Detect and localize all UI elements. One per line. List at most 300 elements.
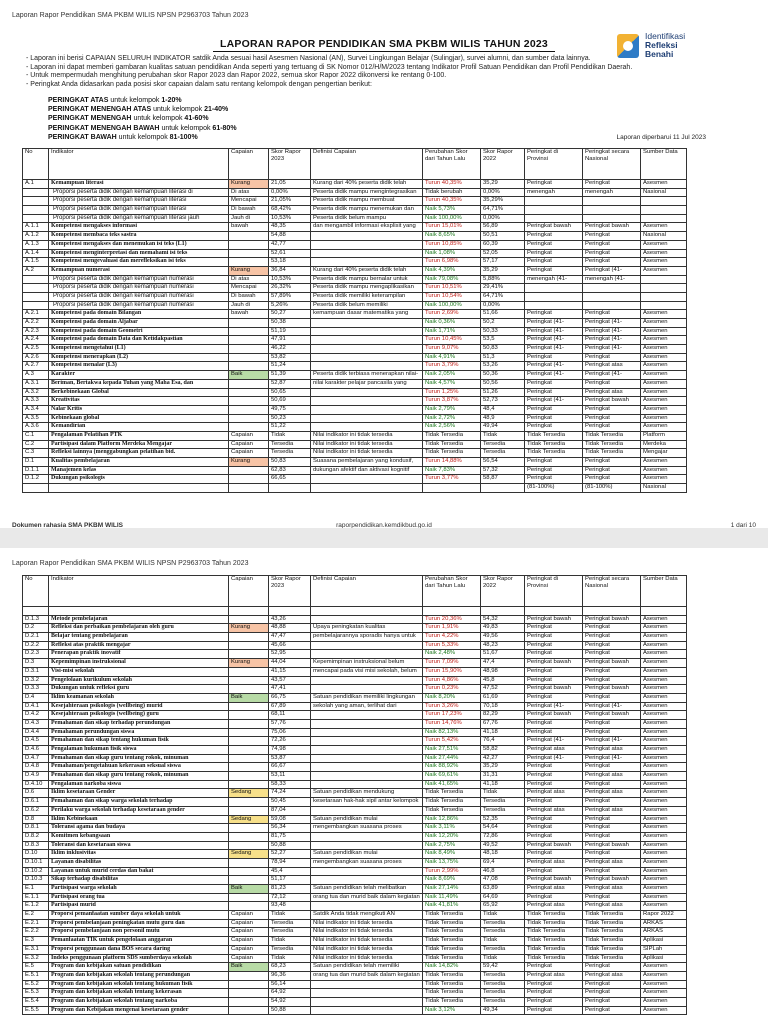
cell-chg: Naik 2,75% — [423, 841, 481, 850]
cell-ind: Manajemen kelas — [49, 466, 229, 475]
cell-nas: Peringkat — [583, 989, 641, 998]
cell-ind: Iklim kesetaraan Gender — [49, 789, 229, 798]
cell-no: E.5.4 — [23, 997, 49, 1006]
cell-prov: Peringkat atas — [525, 971, 583, 980]
cell-chg: Tidak Tersedia — [423, 789, 481, 798]
cell-src: Asesmen — [641, 327, 687, 336]
cell-ind: Belajar tentang pembelajaran — [49, 633, 229, 642]
cell-src: Asesmen — [641, 997, 687, 1006]
cell-no: D.4.2 — [23, 711, 49, 720]
cell-def: Nilai indikator ini tidak tersedia — [311, 431, 423, 440]
cell-nas: Peringkat (41- — [583, 319, 641, 328]
cell-chg: Turun 3,77% — [423, 475, 481, 484]
cell-def — [311, 405, 423, 414]
cell-cap — [229, 353, 269, 362]
cell-s23: 62,83 — [269, 466, 311, 475]
cell-prov: Peringkat — [525, 650, 583, 659]
cell-cap: Capaian — [229, 440, 269, 449]
cell-nas: Peringkat — [583, 475, 641, 484]
cell-ind: Kebinekaan global — [49, 414, 229, 423]
cell-ind: Dukungan psikologis — [49, 475, 229, 484]
cell-ind: Pemanfaatan TIK untuk pengelolaan anggaran — [49, 937, 229, 946]
cell-src: Asesmen — [641, 319, 687, 328]
cell-no: A.2.2 — [23, 319, 49, 328]
cell-def — [311, 676, 423, 685]
cell-s22: 53,26 — [481, 362, 525, 371]
cell-def: Nilai indikator ini tidak tersedia — [311, 937, 423, 946]
cell-s23: 10,53% — [269, 214, 311, 223]
table-row — [23, 945, 687, 954]
cell-chg: Turun 5,33% — [423, 641, 481, 650]
ranking-levels — [48, 96, 237, 142]
running-header: Laporan Rapor Pendidikan SMA PKBM WILIS NPSN P2963703 Tahun 2023 — [12, 12, 249, 19]
cell-cap: Capaian — [229, 954, 269, 963]
cell-def — [311, 772, 423, 781]
cell-nas: Peringkat bawah — [583, 397, 641, 406]
cell-def: Nilai indikator ini tidak tersedia — [311, 919, 423, 928]
table-row — [23, 676, 687, 685]
col-definisi: Definisi Capaian — [311, 149, 423, 180]
cell-prov: Peringkat — [525, 676, 583, 685]
cell-s23: 87,04 — [269, 806, 311, 815]
cell-no: D.2.3 — [23, 650, 49, 659]
cell-ind: Proporsi pembelanjaan peningkatan mutu guru dan — [49, 919, 229, 928]
cell-no: E.5.2 — [23, 980, 49, 989]
table-row — [23, 963, 687, 972]
table-row — [23, 624, 687, 633]
col-indikator: Indikator — [49, 576, 229, 607]
cell-src: Asesmen — [641, 858, 687, 867]
cell-def — [311, 240, 423, 249]
cell-nas: Peringkat — [583, 379, 641, 388]
col-nasional: Peringkat secara Nasional — [583, 149, 641, 180]
cell-cap — [229, 737, 269, 746]
cell-src: Asesmen — [641, 379, 687, 388]
table-row — [23, 659, 687, 668]
cell-s22: Tidak — [481, 431, 525, 440]
cell-s22: 35,29 — [481, 180, 525, 189]
cell-src: Asesmen — [641, 815, 687, 824]
cell-no: D.10.2 — [23, 867, 49, 876]
cell-chg: Turun 1,91% — [423, 624, 481, 633]
cell-prov: Peringkat — [525, 997, 583, 1006]
cell-chg: Naik 13,75% — [423, 858, 481, 867]
cell-src: Asesmen — [641, 728, 687, 737]
note-1: - Laporan ini berisi CAPAIAN SELURUH INDIKATOR satdik Anda sesuai hasil Asesmen Nasional (AN), Survei Lingkungan Belajar (Sulingjar), survei alumni, dan sumber data lainnya. — [26, 55, 591, 62]
cell-cap: bawah — [229, 223, 269, 232]
cell-nas: Peringkat — [583, 963, 641, 972]
cell-no: D.8.1 — [23, 824, 49, 833]
cell-src — [641, 197, 687, 206]
cell-chg: Naik 2,05% — [423, 371, 481, 380]
cell-s23: 45,4 — [269, 867, 311, 876]
cell-cap — [229, 685, 269, 694]
cell-ind: Layanan untuk murid cerdas dan bakat — [49, 867, 229, 876]
cell-ind: Program dan kebijakan sekolah tentang hukuman fisik — [49, 980, 229, 989]
cell-chg: Naik 4,39% — [423, 266, 481, 275]
cell-s23: 78,94 — [269, 858, 311, 867]
table-row — [23, 997, 687, 1006]
cell-chg: Naik 100,00% — [423, 214, 481, 223]
cell-prov: Peringkat bawah — [525, 223, 583, 232]
cell-cap: Baik — [229, 963, 269, 972]
cell-cap: Di atas — [229, 188, 269, 197]
cell-s23: 67,89 — [269, 702, 311, 711]
cell-no: D.1.1 — [23, 466, 49, 475]
cell-s22: 63,89 — [481, 885, 525, 894]
table-row — [23, 362, 687, 371]
cell-ind: Pemahaman dan sikap tentang hukuman fisik — [49, 737, 229, 746]
cell-nas: Tidak Tersedia — [583, 919, 641, 928]
table-row — [23, 754, 687, 763]
cell-nas: Tidak Tersedia — [583, 945, 641, 954]
cell-no: A.3.3 — [23, 397, 49, 406]
cell-ind: Berkebinekaan Global — [49, 388, 229, 397]
cell-prov: Tidak Tersedia — [525, 911, 583, 920]
table-body-page-1 — [23, 180, 687, 493]
cell-cap — [229, 258, 269, 267]
cell-cap: Capaian — [229, 945, 269, 954]
cell-prov: Peringkat (41- — [525, 737, 583, 746]
cell-nas: Peringkat (41- — [583, 737, 641, 746]
cell-nas: Peringkat (41- — [583, 754, 641, 763]
table-body-page-2 — [23, 607, 687, 1015]
cell-prov: Peringkat — [525, 423, 583, 432]
cell-s22: Tersedia — [481, 440, 525, 449]
col-no: No — [23, 576, 49, 607]
cell-prov: Peringkat — [525, 824, 583, 833]
cell-src: Asesmen — [641, 336, 687, 345]
cell-def — [311, 475, 423, 484]
cell-ind: Proporsi peserta didik dengan kemampuan literasi — [49, 206, 229, 215]
cell-prov — [525, 284, 583, 293]
cell-no: D.1 — [23, 458, 49, 467]
cell-prov-tail: (81-100%) — [525, 484, 583, 493]
cell-ind: Kompetensi menerapkan (L2) — [49, 353, 229, 362]
cell-cap — [229, 893, 269, 902]
cell-no: E.3 — [23, 937, 49, 946]
cell-def — [311, 902, 423, 911]
cell-nas: Peringkat — [583, 423, 641, 432]
cell-src: Asesmen — [641, 266, 687, 275]
cell-s23: 50,27 — [269, 310, 311, 319]
cell-prov: Peringkat bawah — [525, 615, 583, 624]
cell-src: Asesmen — [641, 772, 687, 781]
cell-ind: Dukungan untuk refleksi guru — [49, 685, 229, 694]
cell-src: Mengajar — [641, 449, 687, 458]
logo-line-3: Benahi — [645, 49, 674, 60]
cell-s22: Tidak — [481, 954, 525, 963]
cell-cap: Kurang — [229, 659, 269, 668]
cell-ind: Refleksi atas praktik mengajar — [49, 641, 229, 650]
cell-nas — [583, 197, 641, 206]
cell-chg: Tidak Tersedia — [423, 449, 481, 458]
cell-chg: Turun 40,35% — [423, 180, 481, 189]
cell-s22: 51,67 — [481, 650, 525, 659]
cell-prov: Peringkat bawah — [525, 659, 583, 668]
cell-s22: 51,3 — [481, 353, 525, 362]
cell-s22: 49,34 — [481, 1006, 525, 1015]
cell-nas: Peringkat — [583, 798, 641, 807]
cell-prov: Peringkat atas — [525, 885, 583, 894]
cell-no: E.5.1 — [23, 971, 49, 980]
cell-chg: Naik 27,44% — [423, 754, 481, 763]
cell-s23: 41,15 — [269, 667, 311, 676]
cell-def — [311, 780, 423, 789]
cell-cap: Jauh di — [229, 214, 269, 223]
cell-no: A.2 — [23, 266, 49, 275]
cell-def: Nilai indikator ini tidak tersedia — [311, 449, 423, 458]
cell-ind: Proporsi pembelanjaan non personil mutu — [49, 928, 229, 937]
cell-ind: Refleksi lainnya (menggabungkan pelatihan bid. — [49, 449, 229, 458]
cell-ind: Proporsi penggunaan dana BOS secara daring — [49, 945, 229, 954]
cell-no: A.3.1 — [23, 379, 49, 388]
cell-ind: Kompetensi pada domain Aljabar — [49, 319, 229, 328]
cell-chg: Turun 6,98% — [423, 258, 481, 267]
cell-s22: 64,69 — [481, 893, 525, 902]
cell-src: Asesmen — [641, 371, 687, 380]
col-definisi: Definisi Capaian — [311, 576, 423, 607]
cell-nas — [583, 214, 641, 223]
cell-prov: Peringkat — [525, 1006, 583, 1015]
footer-left: Dokumen rahasia SMA PKBM WILIS — [12, 522, 123, 528]
cell-prov: Peringkat — [525, 980, 583, 989]
cell-def — [311, 650, 423, 659]
cell-src: Asesmen — [641, 388, 687, 397]
cell-nas: Tidak Tersedia — [583, 440, 641, 449]
cell-chg: Tidak Tersedia — [423, 911, 481, 920]
cell-def — [311, 989, 423, 998]
cell-s23: 68,11 — [269, 711, 311, 720]
cell-ind: Partisipasi dalam Platform Merdeka Mengajar — [49, 440, 229, 449]
cell-src: Asesmen — [641, 737, 687, 746]
cell-s23: 74,98 — [269, 746, 311, 755]
cell-s22: 29,41% — [481, 284, 525, 293]
cell-src: Asesmen — [641, 624, 687, 633]
cell-ind: Iklim Kebinekaan — [49, 815, 229, 824]
cell-no: E.2.2 — [23, 928, 49, 937]
cell-ind: Indeks penggunaan platform SDS sumberdaya sekolah — [49, 954, 229, 963]
cell-s23: 51,39 — [269, 371, 311, 380]
cell-def — [311, 728, 423, 737]
cell-s22: Tersedia — [481, 997, 525, 1006]
cell-ind: Pengalaman hukuman fisik siswa — [49, 746, 229, 755]
cell-chg: Naik 8,65% — [423, 232, 481, 241]
cell-ind: Kompetensi menalar (L3) — [49, 362, 229, 371]
cell-no: A.1.1 — [23, 223, 49, 232]
cell-s22: 51,26 — [481, 388, 525, 397]
cell-chg: Naik 8,49% — [423, 850, 481, 859]
report-title: LAPORAN RAPOR PENDIDIKAN SMA PKBM WILIS TAHUN 2023 — [220, 38, 548, 50]
cell-ind: Toleransi agama dan budaya — [49, 824, 229, 833]
cell-src — [641, 214, 687, 223]
cell-nas: Tidak Tersedia — [583, 911, 641, 920]
cell-ind: Kemampuan literasi — [49, 180, 229, 189]
cell-def: Nilai indikator ini tidak tersedia — [311, 928, 423, 937]
table-row — [23, 858, 687, 867]
cell-prov: Peringkat — [525, 624, 583, 633]
cell-prov: Tidak Tersedia — [525, 449, 583, 458]
cell-s22: 47,52 — [481, 685, 525, 694]
cell-def: Nilai indikator ini tidak tersedia — [311, 954, 423, 963]
table-row — [23, 841, 687, 850]
cell-chg: Naik 2,79% — [423, 405, 481, 414]
cell-s23: 96,36 — [269, 971, 311, 980]
cell-ind: Program dan Kebijakan mengenai kesetaraan gender — [49, 1006, 229, 1015]
cell-src: Nasional — [641, 188, 687, 197]
cell-chg: Tidak Tersedia — [423, 798, 481, 807]
cell-ind: Pengalaman Pelatihan PTK — [49, 431, 229, 440]
cell-src: Asesmen — [641, 362, 687, 371]
cell-src: Asesmen — [641, 475, 687, 484]
cell-src: Aplikasi — [641, 937, 687, 946]
cell-def: dukungan afektif dan aktivasi kognitif — [311, 466, 423, 475]
cell-chg: Naik 0,36% — [423, 319, 481, 328]
cell-src: Asesmen — [641, 180, 687, 189]
cell-nas: Peringkat (41- — [583, 336, 641, 345]
cell-s22: Tersedia — [481, 945, 525, 954]
cell-src: Asesmen — [641, 693, 687, 702]
cell-def: orang tua dan murid baik dalam kegiatan — [311, 971, 423, 980]
cell-def: Kepemimpinan instruksional belum — [311, 659, 423, 668]
cell-src: Asesmen — [641, 806, 687, 815]
cell-no — [23, 292, 49, 301]
table-header-2 — [23, 576, 687, 607]
cell-chg: Tidak Tersedia — [423, 980, 481, 989]
cell-src: Aplikasi — [641, 954, 687, 963]
cell-def: Suasana pembelajaran yang kondusif, — [311, 458, 423, 467]
cell-prov: Peringkat — [525, 310, 583, 319]
cell-prov: Peringkat — [525, 180, 583, 189]
table-row — [23, 475, 687, 484]
cell-cap — [229, 772, 269, 781]
col-sumber: Sumber Data — [641, 576, 687, 607]
cell-def — [311, 388, 423, 397]
cell-src: Asesmen — [641, 832, 687, 841]
cell-src: Asesmen — [641, 685, 687, 694]
cell-ind: Kompetensi pada domain Data dan Ketidakpastian — [49, 336, 229, 345]
level-3: PERINGKAT MENENGAH untuk kelompok 41-60% — [48, 115, 209, 123]
cell-prov: Peringkat — [525, 641, 583, 650]
cell-s23: 68,42% — [269, 206, 311, 215]
cell-ind: Kepemimpinan instruksional — [49, 659, 229, 668]
cell-ind — [49, 607, 229, 616]
cell-chg: Turun 10,45% — [423, 336, 481, 345]
cell-ind: Kesejahteraan psikologis (wellbeing) murid — [49, 702, 229, 711]
cell-s22: 60,39 — [481, 240, 525, 249]
cell-cap — [229, 414, 269, 423]
cell-prov: Peringkat — [525, 989, 583, 998]
cell-prov: Peringkat bawah — [525, 876, 583, 885]
col-skor-2023: Skor Rapor 2023 — [269, 149, 311, 180]
cell-src: Asesmen — [641, 258, 687, 267]
cell-src: Asesmen — [641, 676, 687, 685]
cell-chg: Naik 69,61% — [423, 772, 481, 781]
note-4: - Peringkat Anda didasarkan pada posisi skor capaian dalam satu rentang kelompok dengan pengertian berikut: — [26, 80, 372, 88]
cell-nas: Peringkat — [583, 850, 641, 859]
cell-def: Satuan pendidikan mendukung — [311, 789, 423, 798]
table-row — [23, 780, 687, 789]
cell-chg: Naik 11,49% — [423, 893, 481, 902]
cell-nas: Peringkat — [583, 240, 641, 249]
cell-def: mengembangkan suasana proses — [311, 824, 423, 833]
cell-ind: Pemahaman dan sikap terhadap perundungan — [49, 719, 229, 728]
cell-prov: Peringkat atas — [525, 746, 583, 755]
cell-cap: Capaian — [229, 911, 269, 920]
table-row — [23, 423, 687, 432]
cell-chg: Tidak Tersedia — [423, 997, 481, 1006]
cell-s22: 52,35 — [481, 815, 525, 824]
cell-cap — [229, 719, 269, 728]
cell-cap: Sedang — [229, 789, 269, 798]
cell-chg: Naik 2,56% — [423, 423, 481, 432]
cell-no — [23, 284, 49, 293]
cell-cap — [229, 641, 269, 650]
cell-s22: 52,73 — [481, 397, 525, 406]
cell-cap — [229, 650, 269, 659]
cell-s23: Tersedia — [269, 919, 311, 928]
cell-s23: 57,76 — [269, 719, 311, 728]
cell-prov: Peringkat (41- — [525, 702, 583, 711]
cell-chg: Naik 82,13% — [423, 728, 481, 737]
cell-src: Asesmen — [641, 633, 687, 642]
col-skor-2023: Skor Rapor 2023 — [269, 576, 311, 607]
cell-no: A.2.3 — [23, 327, 49, 336]
cell-def: Peserta didik mampu menemukan dan — [311, 206, 423, 215]
cell-ind: Kompetensi mengakses dan menemukan isi teks (L1) — [49, 240, 229, 249]
cell-nas: Peringkat — [583, 624, 641, 633]
cell-s23: 48,35 — [269, 223, 311, 232]
cell-s22: 35,29 — [481, 266, 525, 275]
cell-ind: Kompetensi mengakses informasi — [49, 223, 229, 232]
cell-src — [641, 301, 687, 310]
cell-chg: Naik 4,57% — [423, 379, 481, 388]
cell-no — [23, 214, 49, 223]
cell-chg: Naik 27,14% — [423, 885, 481, 894]
cell-nas-tail: (81-100%) — [583, 484, 641, 493]
cell-def — [311, 641, 423, 650]
cell-chg: Turun 17,23% — [423, 711, 481, 720]
table-row — [23, 980, 687, 989]
cell-no: D.10 — [23, 850, 49, 859]
cell-s23: 81,75 — [269, 832, 311, 841]
cell-chg: Tidak Tersedia — [423, 806, 481, 815]
cell-ind: Kompetensi mengevaluasi dan merefleksikan isi teks — [49, 258, 229, 267]
table-header — [23, 149, 687, 180]
cell-ind: Pemahaman dan sikap warga sekolah terhadap — [49, 798, 229, 807]
cell-s23: Tidak — [269, 911, 311, 920]
cell-cap — [229, 798, 269, 807]
cell-src: Asesmen — [641, 841, 687, 850]
cell-no: D.2 — [23, 624, 49, 633]
cell-no: D.4.8 — [23, 763, 49, 772]
cell-prov: Peringkat — [525, 379, 583, 388]
cell-s23: 53,82 — [269, 353, 311, 362]
cell-s22: 35,29 — [481, 763, 525, 772]
cell-nas: Peringkat — [583, 867, 641, 876]
table-row — [23, 746, 687, 755]
cell-chg: Naik 1,71% — [423, 327, 481, 336]
cell-s23: 66,65 — [269, 475, 311, 484]
cell-s23: Tidak — [269, 431, 311, 440]
cell-s22: 70,18 — [481, 702, 525, 711]
cell-cap: Mencapai — [229, 197, 269, 206]
table-row — [23, 292, 687, 301]
cell-def — [311, 327, 423, 336]
cell-s22: 0,00% — [481, 301, 525, 310]
cell-chg: Turun 2,99% — [423, 867, 481, 876]
cell-cap: bawah — [229, 310, 269, 319]
